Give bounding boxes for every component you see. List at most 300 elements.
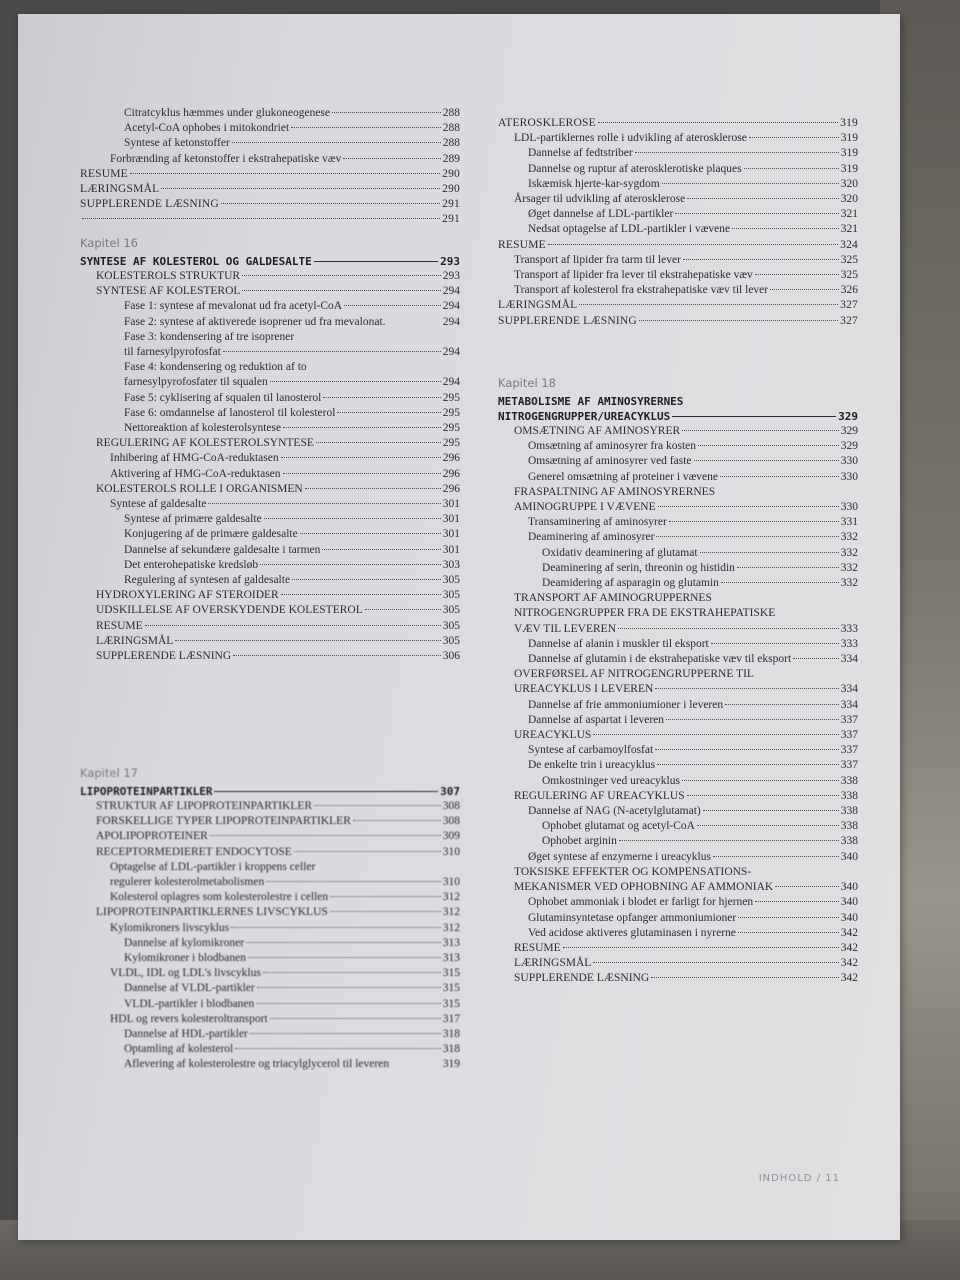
toc-entry-title: LDL-partiklernes rolle i udvikling af aterosklerose xyxy=(514,132,747,145)
toc-entry-title: Syntese af ketonstoffer xyxy=(124,137,230,150)
chapter-title: LIPOPROTEINPARTIKLER 307 xyxy=(80,785,460,798)
toc-entry xyxy=(80,981,460,996)
toc-entry xyxy=(498,177,858,192)
toc-entry-page: 327 xyxy=(840,299,858,312)
toc-entry xyxy=(80,634,460,649)
toc-entry-title: SUPPLERENDE LÆSNING xyxy=(80,198,219,211)
toc-entry xyxy=(80,360,460,375)
chapter-title-line-1: METABOLISME AF AMINOSYRERNES xyxy=(498,395,684,408)
toc-entry xyxy=(80,845,460,860)
leader-dots xyxy=(223,351,441,352)
leader-dots xyxy=(618,628,839,629)
toc-entry-title: Det enterohepatiske kredsløb xyxy=(124,558,259,571)
leader-dots xyxy=(598,122,838,123)
chapter-17-entries xyxy=(80,799,460,1073)
toc-entry-title: RESUME xyxy=(80,167,128,180)
toc-entry xyxy=(498,637,858,652)
leader-dots xyxy=(332,112,441,113)
toc-entry xyxy=(498,424,858,439)
toc-entry-title: RESUME xyxy=(498,238,546,251)
toc-entry xyxy=(80,875,460,890)
toc-entry xyxy=(498,895,858,910)
toc-entry-title: UREACYKLUS I LEVEREN xyxy=(514,683,654,696)
leader-dots xyxy=(283,473,441,474)
leader-dots xyxy=(700,552,839,553)
leader-dots xyxy=(233,655,441,656)
toc-entry-title: Aktivering af HMG-CoA-reduktasen xyxy=(110,467,281,480)
toc-entry-title: NITROGENGRUPPER FRA DE EKSTRAHEPATISKE xyxy=(514,607,776,620)
leader-dots xyxy=(130,173,440,174)
toc-entry-title: SUPPLERENDE LÆSNING xyxy=(96,650,232,663)
leader-dots xyxy=(221,203,440,204)
leader-dots xyxy=(682,430,839,431)
toc-entry-page: 291 xyxy=(442,198,460,211)
toc-entry-page: 288 xyxy=(442,107,460,119)
footer-separator: / xyxy=(816,1173,822,1184)
toc-entry-title: APOLIPOPROTEINER xyxy=(96,830,208,843)
toc-entry xyxy=(80,1057,460,1072)
toc-entry xyxy=(80,619,460,634)
toc-entry-page: 306 xyxy=(442,650,460,663)
toc-entry-page: 319 xyxy=(840,117,858,129)
toc-entry-page: 310 xyxy=(442,876,460,889)
toc-entry-title: Nettoreaktion af kolesterolsyntese xyxy=(124,422,282,435)
toc-entry-title: Dannelse og ruptur af aterosklerotiske plaques xyxy=(528,162,742,175)
toc-entry-page: 318 xyxy=(442,1028,460,1041)
toc-entry-title: Syntese af primære galdesalte xyxy=(124,513,262,526)
leader-dots xyxy=(161,188,440,189)
toc-entry xyxy=(80,905,460,920)
leader-dots xyxy=(697,825,839,826)
toc-entry-page: 290 xyxy=(442,183,460,196)
toc-entry-title: Fase 2: syntese af aktiverede isoprener ud fra mevalonat. xyxy=(124,315,386,328)
toc-entry-page: 313 xyxy=(442,952,460,965)
toc-entry-page: 301 xyxy=(442,513,460,526)
toc-entry-page: 327 xyxy=(840,314,858,327)
page-footer xyxy=(759,1173,840,1184)
toc-entry-page: 305 xyxy=(442,634,460,647)
leader-dots xyxy=(294,851,441,852)
leader-dots xyxy=(257,987,441,988)
toc-entry-page: 312 xyxy=(442,891,460,904)
toc-entry-page: 340 xyxy=(840,896,858,909)
toc-entry-title: Deaminering af aminosyrer xyxy=(528,531,655,544)
toc-entry-title: MEKANISMER VED OPHOBNING AF AMMONIAK xyxy=(514,881,774,894)
toc-entry xyxy=(498,530,858,545)
leader-dots xyxy=(242,275,441,276)
leader-dots xyxy=(264,518,441,519)
leader-dots xyxy=(337,412,440,413)
toc-entry-page: 321 xyxy=(840,208,858,221)
toc-entry xyxy=(80,512,460,527)
toc-entry xyxy=(80,330,460,345)
toc-entry-title: LIPOPROTEINPARTIKLERNES LIVSCYKLUS xyxy=(96,906,328,919)
toc-entry-title: Omsætning af aminosyrer fra kosten xyxy=(528,440,696,453)
toc-entry-title: Ved acidose aktiveres glutaminasen i nyrerne xyxy=(528,926,736,939)
chapter-label: Kapitel 18 xyxy=(498,376,556,390)
toc-entry-title: Fase 1: syntese af mevalonat ud fra acetyl-CoA xyxy=(124,300,343,313)
leader-dots xyxy=(687,198,839,199)
toc-entry-title: Syntese af carbamoylfosfat xyxy=(528,744,654,757)
leader-dots xyxy=(232,142,441,143)
toc-entry xyxy=(80,106,460,121)
toc-entry-title: Optagelse af LDL-partikler i kroppens celler xyxy=(110,860,316,873)
toc-entry xyxy=(80,152,460,167)
leader-dots xyxy=(744,168,839,169)
toc-entry xyxy=(498,819,858,834)
toc-entry-page: 325 xyxy=(840,253,858,266)
toc-entry-title: AMINOGRUPPE I VÆVENE xyxy=(514,501,656,514)
leader-dots xyxy=(713,856,839,857)
toc-entry xyxy=(80,860,460,875)
toc-entry xyxy=(498,222,858,237)
toc-entry-page: 294 xyxy=(442,300,460,313)
toc-entry xyxy=(498,576,858,591)
toc-entry-page: 334 xyxy=(840,683,858,696)
toc-entry-page: 295 xyxy=(442,391,460,404)
toc-entry-page: 338 xyxy=(840,820,858,833)
leader-dots xyxy=(270,381,441,382)
toc-entry-page: 331 xyxy=(840,516,858,529)
toc-entry-page: 288 xyxy=(442,137,460,150)
toc-entry xyxy=(498,743,858,758)
toc-entry-page: 340 xyxy=(840,850,858,863)
leader-dots xyxy=(619,840,839,841)
toc-entry xyxy=(498,758,858,773)
toc-entry-title: regulerer kolesterolmetabolismen xyxy=(110,876,265,889)
toc-entry-title: VLDL-partikler i blodbanen xyxy=(124,997,255,1010)
leader-dots xyxy=(266,881,441,882)
toc-entry xyxy=(498,546,858,561)
toc-entry xyxy=(80,814,460,829)
toc-entry-title: til farnesylpyrofosfat xyxy=(124,346,221,359)
toc-entry xyxy=(80,603,460,618)
toc-entry-title: Omkostninger ved ureacyklus xyxy=(542,774,680,787)
leader-dots xyxy=(563,947,839,948)
toc-entry-page: 288 xyxy=(442,122,460,135)
leader-dots xyxy=(353,820,441,821)
leader-dots xyxy=(330,896,441,897)
toc-entry-page: 325 xyxy=(840,269,858,282)
toc-entry xyxy=(80,345,460,360)
toc-entry-title: Dannelse af fedtstriber xyxy=(528,147,633,160)
toc-entry-title: SYNTESE AF KOLESTEROL xyxy=(96,285,241,298)
leader-dots xyxy=(316,442,441,443)
toc-entry-title: RESUME xyxy=(96,619,143,632)
toc-entry xyxy=(498,652,858,667)
chapter-18-entries xyxy=(498,424,858,987)
toc-entry xyxy=(498,956,858,971)
toc-entry-page: 338 xyxy=(840,805,858,818)
chapter-16-entries xyxy=(80,269,460,664)
toc-entry xyxy=(80,269,460,284)
toc-entry-page: 312 xyxy=(442,906,460,919)
toc-entry-title: Citratcyklus hæmmes under glukoneogenese xyxy=(124,107,331,119)
toc-entry xyxy=(80,212,460,227)
toc-entry-page: 342 xyxy=(840,926,858,939)
leader-dots xyxy=(711,643,839,644)
toc-entry-page: 309 xyxy=(442,830,460,843)
toc-entry-title: TRANSPORT AF AMINOGRUPPERNES xyxy=(514,592,712,605)
toc-entry-page: 296 xyxy=(442,482,460,495)
toc-entry xyxy=(498,804,858,819)
toc-entry-title: RECEPTORMEDIERET ENDOCYTOSE xyxy=(96,845,292,858)
toc-entry-title: Konjugering af de primære galdesalte xyxy=(124,528,298,541)
leader-dots xyxy=(657,764,839,765)
toc-entry xyxy=(498,162,858,177)
leader-dots xyxy=(579,304,838,305)
toc-entry xyxy=(80,921,460,936)
toc-entry-title: Årsager til udvikling af aterosklerose xyxy=(514,193,686,206)
leader-dots xyxy=(246,942,441,943)
footer-page-number: 11 xyxy=(825,1173,840,1184)
leader-dots xyxy=(250,1033,441,1034)
toc-entry-title: Dannelse af frie ammoniumioner i leveren xyxy=(528,698,724,711)
toc-entry-title: Dannelse af VLDL-partikler xyxy=(124,982,255,995)
toc-entry-page: 329 xyxy=(840,425,858,437)
toc-entry xyxy=(498,131,858,146)
toc-entry-page: 330 xyxy=(840,501,858,514)
leader-dots xyxy=(210,835,441,836)
toc-entry-title: Dannelse af aspartat i leveren xyxy=(528,713,665,726)
toc-entry xyxy=(80,890,460,905)
leader-dots xyxy=(675,213,838,214)
toc-entry-page: 319 xyxy=(840,162,858,175)
toc-entry xyxy=(498,561,858,576)
toc-entry-page: 338 xyxy=(840,789,858,802)
toc-entry-page: 329 xyxy=(840,440,858,453)
leader-dots xyxy=(260,564,441,565)
toc-entry-title: Fase 6: omdannelse af lanosterol til kolesterol xyxy=(124,406,336,419)
toc-entry-page: 338 xyxy=(840,835,858,848)
toc-entry-page: 337 xyxy=(840,729,858,742)
toc-entry xyxy=(80,558,460,573)
toc-entry xyxy=(498,485,858,500)
leader-dots xyxy=(720,476,839,477)
toc-entry-page: 334 xyxy=(840,698,858,711)
toc-entry-page: 315 xyxy=(442,982,460,995)
toc-entry xyxy=(498,941,858,956)
toc-entry xyxy=(498,971,858,986)
leader-dots xyxy=(314,805,441,806)
toc-entry-title: OMSÆTNING AF AMINOSYRER xyxy=(514,425,681,437)
toc-entry xyxy=(498,591,858,606)
toc-entry xyxy=(80,197,460,212)
toc-entry xyxy=(498,728,858,743)
leader-dots xyxy=(770,289,839,290)
toc-entry xyxy=(498,116,858,131)
toc-entry-page: 296 xyxy=(442,452,460,465)
toc-entry xyxy=(498,146,858,161)
leader-dots xyxy=(322,549,440,550)
toc-entry-page: 342 xyxy=(840,957,858,970)
toc-entry-page: 305 xyxy=(442,619,460,632)
leader-dots xyxy=(82,218,440,219)
toc-entry-title: SUPPLERENDE LÆSNING xyxy=(498,314,637,327)
toc-entry-title: Acetyl-CoA ophobes i mitokondriet xyxy=(124,122,290,135)
leader-dots xyxy=(281,594,441,595)
toc-entry xyxy=(498,298,858,313)
toc-entry-title: Dannelse af alanin i muskler til eksport xyxy=(528,637,709,650)
right-top-entries xyxy=(498,116,858,329)
toc-entry-page: 332 xyxy=(840,546,858,559)
toc-entry-page: 301 xyxy=(442,528,460,541)
toc-entry-page: 319 xyxy=(840,147,858,160)
toc-entry xyxy=(80,167,460,182)
toc-entry-page: 303 xyxy=(442,558,460,571)
toc-entry-title: Kylomikroners livscyklus xyxy=(110,921,230,934)
toc-entry xyxy=(498,789,858,804)
leader-dots xyxy=(682,780,839,781)
toc-entry xyxy=(80,284,460,299)
chapter-title: SYNTESE AF KOLESTEROL OG GALDESALTE 293 xyxy=(80,255,460,268)
toc-entry-title: Øget dannelse af LDL-partikler xyxy=(528,208,674,221)
toc-entry xyxy=(80,799,460,814)
toc-entry xyxy=(80,136,460,151)
toc-entry xyxy=(80,966,460,981)
toc-entry xyxy=(80,406,460,421)
toc-entry xyxy=(80,467,460,482)
leader-dots xyxy=(755,901,839,902)
toc-entry-page: 295 xyxy=(442,422,460,435)
leader-dots xyxy=(655,688,838,689)
toc-entry-page: 342 xyxy=(840,941,858,954)
toc-entry-title: Nedsat optagelse af LDL-partikler i vævene xyxy=(528,223,731,236)
toc-entry-title: LÆRINGSMÅL xyxy=(514,957,592,970)
toc-entry xyxy=(498,238,858,253)
toc-entry-title: HYDROXYLERING AF STEROIDER xyxy=(96,589,279,602)
toc-entry-title: ATEROSKLEROSE xyxy=(498,117,596,129)
leader-dots xyxy=(658,506,839,507)
toc-entry xyxy=(80,588,460,603)
toc-entry-page: 301 xyxy=(442,498,460,511)
toc-entry xyxy=(498,500,858,515)
toc-entry-page: 294 xyxy=(442,376,460,389)
toc-entry-title: Ophobet glutamat og acetyl-CoA xyxy=(542,820,695,833)
toc-entry-page: 333 xyxy=(840,622,858,635)
chapter-17 xyxy=(80,766,460,1073)
toc-entry-title: REGULERING AF UREACYKLUS xyxy=(514,789,685,802)
toc-entry xyxy=(498,865,858,880)
toc-entry-page: 289 xyxy=(442,152,460,165)
leader-dots xyxy=(755,274,839,275)
leader-dots xyxy=(242,290,440,291)
toc-entry xyxy=(80,482,460,497)
toc-entry-page: 330 xyxy=(840,470,858,483)
leader-dots xyxy=(656,536,838,537)
leader-dots xyxy=(263,972,441,973)
toc-entry-page: 332 xyxy=(840,577,858,590)
toc-entry-page: 332 xyxy=(840,531,858,544)
toc-entry-page: 320 xyxy=(840,193,858,206)
toc-entry xyxy=(80,527,460,542)
leader-dots xyxy=(235,1048,441,1049)
toc-entry-title: Dannelse af HDL-partikler xyxy=(124,1028,248,1041)
chapter-title-line-2: NITROGENGRUPPER/UREACYKLUS 329 xyxy=(498,410,858,423)
toc-entry xyxy=(498,253,858,268)
toc-entry-page: 318 xyxy=(442,1043,460,1056)
toc-entry xyxy=(498,622,858,637)
leader-dots xyxy=(703,810,839,811)
leader-dots xyxy=(343,158,440,159)
toc-entry-page: 340 xyxy=(840,911,858,924)
leader-dots xyxy=(593,962,838,963)
toc-entry-page: 295 xyxy=(442,406,460,419)
toc-entry xyxy=(498,470,858,485)
toc-entry xyxy=(498,850,858,865)
leader-dots xyxy=(330,911,441,912)
toc-entry xyxy=(80,121,460,136)
leader-dots xyxy=(666,719,839,720)
leader-dots xyxy=(175,640,440,641)
leader-dots xyxy=(793,658,839,659)
toc-entry xyxy=(80,1012,460,1027)
leader-dots xyxy=(548,244,838,245)
leader-dots xyxy=(292,579,441,580)
toc-entry-title: De enkelte trin i ureacyklus xyxy=(528,759,656,772)
toc-entry xyxy=(498,774,858,789)
toc-entry xyxy=(498,192,858,207)
leader-dots xyxy=(725,704,839,705)
toc-entry-title: Kolesterol oplagres som kolesterolestre i cellen xyxy=(110,891,329,904)
leader-dots xyxy=(365,609,441,610)
toc-entry-title: SUPPLERENDE LÆSNING xyxy=(514,972,650,985)
toc-entry-title: Fase 3: kondensering af tre isoprener xyxy=(124,330,295,343)
toc-entry xyxy=(80,829,460,844)
toc-entry-title: Øget syntese af enzymerne i ureacyklus xyxy=(528,850,711,863)
toc-entry-title: VÆV TIL LEVEREN xyxy=(514,622,617,635)
book-page xyxy=(18,14,900,1240)
toc-entry xyxy=(80,375,460,390)
toc-entry-page: 308 xyxy=(442,815,460,828)
toc-entry xyxy=(80,436,460,451)
toc-entry-page: 305 xyxy=(442,604,460,617)
toc-entry xyxy=(498,606,858,621)
chapter-label: Kapitel 16 xyxy=(80,236,138,250)
toc-entry-page: 337 xyxy=(840,713,858,726)
toc-entry xyxy=(80,451,460,466)
toc-entry-title: TOKSISKE EFFEKTER OG KOMPENSATIONS- xyxy=(514,865,752,878)
toc-entry-title: Dannelse af NAG (N-acetylglutamat) xyxy=(528,805,701,818)
toc-entry-page: 294 xyxy=(442,315,460,328)
toc-entry xyxy=(80,421,460,436)
toc-entry-page: 293 xyxy=(442,270,460,282)
leader-dots xyxy=(738,932,839,933)
chapter-18 xyxy=(498,376,858,987)
toc-entry-title: Transport af lipider fra tarm til lever xyxy=(514,253,681,266)
toc-entry-title: Syntese af galdesalte xyxy=(110,498,207,511)
toc-entry xyxy=(498,454,858,469)
leader-dots xyxy=(669,521,839,522)
toc-entry-page: 321 xyxy=(840,223,858,236)
leader-dots xyxy=(662,183,839,184)
left-top-entries xyxy=(80,106,460,228)
toc-entry-page: 317 xyxy=(442,1012,460,1025)
toc-entry-page: 338 xyxy=(840,774,858,787)
toc-entry-page: 326 xyxy=(840,284,858,297)
toc-entry xyxy=(498,268,858,283)
toc-entry xyxy=(498,911,858,926)
toc-entry xyxy=(498,283,858,298)
toc-entry xyxy=(80,573,460,588)
toc-entry-page: 332 xyxy=(840,561,858,574)
toc-entry-title: Oxidativ deaminering af glutamat xyxy=(542,546,698,559)
toc-entry-title: Dannelse af kylomikroner xyxy=(124,936,245,949)
toc-entry-page: 295 xyxy=(442,437,460,450)
leader-dots xyxy=(281,457,441,458)
toc-entry xyxy=(498,926,858,941)
leader-dots xyxy=(256,1003,440,1004)
